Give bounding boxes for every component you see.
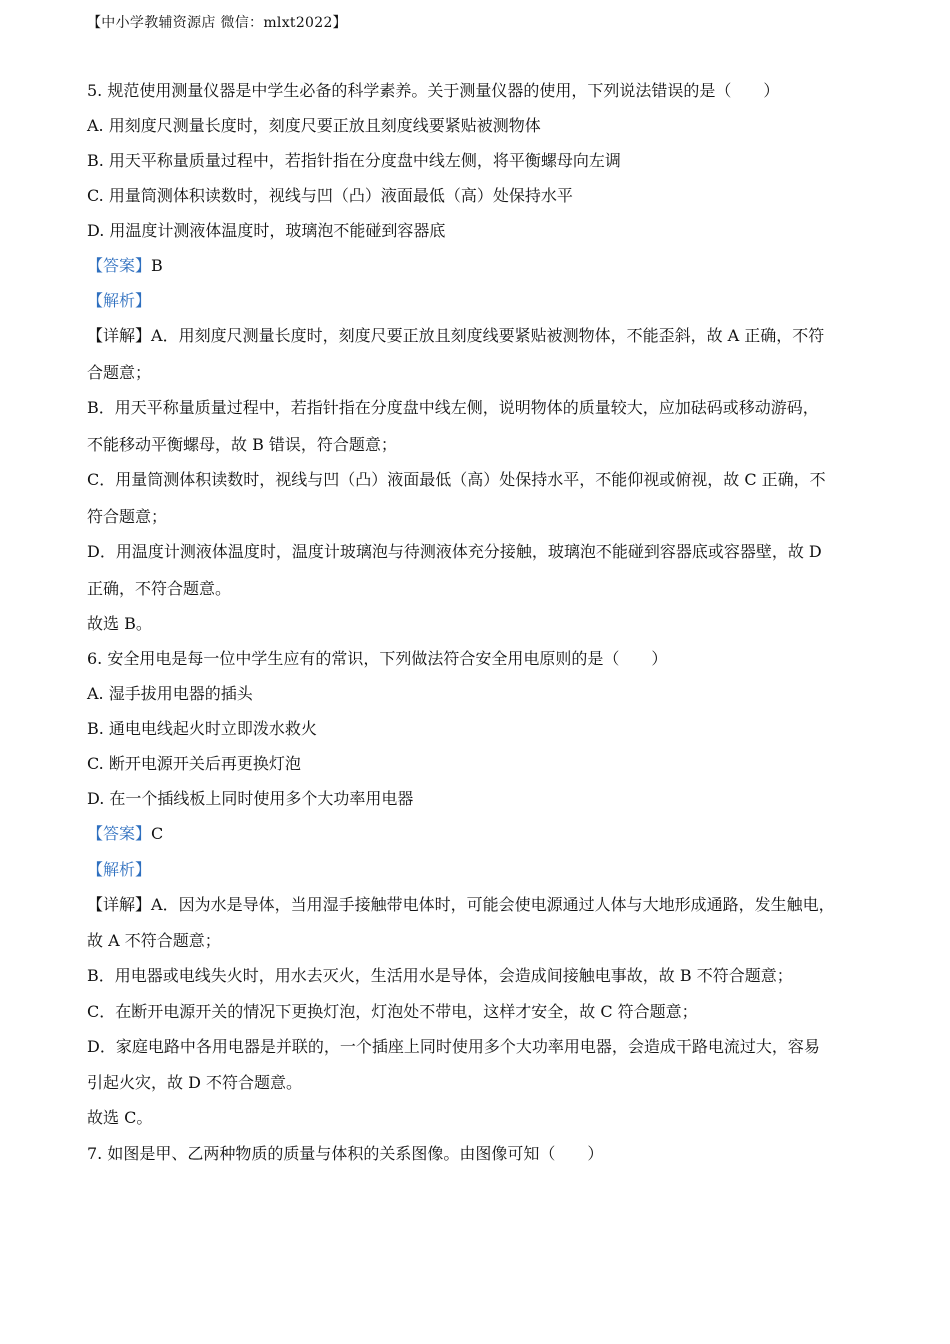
q5-detail-line: D．用温度计测液体温度时，温度计玻璃泡与待测液体充分接触，玻璃泡不能碰到容器底或容器壁，故 D	[87, 542, 822, 561]
q5-stem: 5. 规范使用测量仪器是中学生必备的科学素养。关于测量仪器的使用，下列说法错误的是（ ）	[87, 81, 780, 100]
q5-detail-line	[87, 326, 862, 346]
q5-option-c: C. 用量筒测体积读数时，视线与凹（凸）液面最低（高）处保持水平	[87, 186, 573, 205]
q5-detail-line: 正确，不符合题意。	[87, 579, 232, 598]
q7-stem: 7. 如图是甲、乙两种物质的质量与体积的关系图像。由图像可知（ ）	[87, 1144, 604, 1163]
detail-tag: 【详解】	[87, 895, 152, 914]
q5-detail-text: A．用刻度尺测量长度时，刻度尺要正放且刻度线要紧贴被测物体，不能歪斜，故 A 正确，不符	[151, 326, 825, 345]
q6-option-c: C. 断开电源开关后再更换灯泡	[87, 754, 301, 773]
analysis-tag: 【解析】	[87, 291, 152, 310]
q6-answer-value: C	[151, 824, 164, 843]
analysis-tag: 【解析】	[87, 860, 152, 879]
q6-stem: 6. 安全用电是每一位中学生应有的常识，下列做法符合安全用电原则的是（ ）	[87, 649, 668, 668]
answer-tag: 【答案】	[87, 256, 152, 275]
q5-detail-line: 不能移动平衡螺母，故 B 错误，符合题意；	[87, 435, 397, 454]
q5-option-b: B. 用天平称量质量过程中，若指针指在分度盘中线左侧，将平衡螺母向左调	[87, 151, 621, 170]
q5-option-a: A. 用刻度尺测量长度时，刻度尺要正放且刻度线要紧贴被测物体	[87, 116, 541, 135]
q6-detail-line	[87, 895, 862, 915]
q5-detail-line: 符合题意；	[87, 507, 168, 526]
q6-detail-line: 引起火灾，故 D 不符合题意。	[87, 1073, 303, 1092]
q5-answer-value: B	[151, 256, 163, 275]
q6-option-b: B. 通电电线起火时立即泼水救火	[87, 719, 317, 738]
q6-detail-line: 故 A 不符合题意；	[87, 931, 221, 950]
q5-answer	[87, 256, 862, 276]
q6-answer	[87, 824, 862, 844]
answer-tag: 【答案】	[87, 824, 152, 843]
q5-detail-line: B．用天平称量质量过程中，若指针指在分度盘中线左侧，说明物体的质量较大，应加砝码或移动游码，	[87, 398, 819, 417]
q6-detail-line: D．家庭电路中各用电器是并联的，一个插座上同时使用多个大功率用电器，会造成干路电流过大，容易	[87, 1037, 820, 1056]
q5-analysis-tag	[87, 291, 862, 311]
q6-detail-text: A．因为水是导体，当用湿手接触带电体时，可能会使电源通过人体与大地形成通路，发生触电，	[151, 895, 835, 914]
q6-option-a: A. 湿手拔用电器的插头	[87, 684, 253, 703]
q6-detail-line: B．用电器或电线失火时，用水去灭火，生活用水是导体，会造成间接触电事故，故 B 不符合题意；	[87, 966, 793, 985]
q6-detail-line: C．在断开电源开关的情况下更换灯泡，灯泡处不带电，这样才安全，故 C 符合题意；	[87, 1002, 698, 1021]
q6-option-d: D. 在一个插线板上同时使用多个大功率用电器	[87, 789, 414, 808]
q5-detail-line: C．用量筒测体积读数时，视线与凹（凸）液面最低（高）处保持水平，不能仰视或俯视，故 C 正确，不	[87, 470, 826, 489]
q5-detail-line: 合题意；	[87, 363, 152, 382]
q5-option-d: D. 用温度计测液体温度时，玻璃泡不能碰到容器底	[87, 221, 446, 240]
page-header: 【中小学教辅资源店 微信：mlxt2022】	[87, 15, 347, 31]
q6-analysis-tag	[87, 860, 862, 880]
detail-tag: 【详解】	[87, 326, 152, 345]
q5-conclusion: 故选 B。	[87, 614, 152, 633]
q6-conclusion: 故选 C。	[87, 1108, 153, 1127]
